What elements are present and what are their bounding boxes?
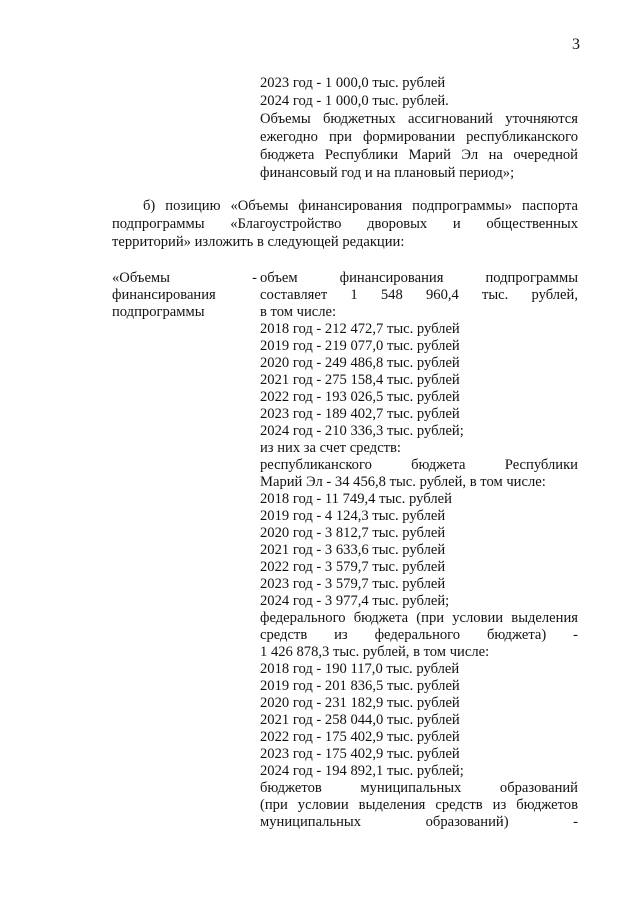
table-right-line: 2022 год - 193 026,5 тыс. рублей [260, 389, 460, 405]
top-line: 2023 год - 1 000,0 тыс. рублей [260, 75, 446, 91]
table-right-line: 2018 год - 212 472,7 тыс. рублей [260, 321, 460, 337]
table-left-line: подпрограммы [112, 304, 205, 320]
table-right-line: 2018 год - 11 749,4 тыс. рублей [260, 491, 452, 507]
table-right-line: 2019 год - 201 836,5 тыс. рублей [260, 678, 460, 694]
table-right-line: республиканского бюджета Республики [260, 457, 578, 473]
table-right-line: составляет 1 548 960,4 тыс. рублей, [260, 287, 578, 303]
table-right-line: федерального бюджета (при условии выделения [260, 610, 578, 626]
paragraph-b-line: территорий» изложить в следующей редакции: [112, 234, 405, 250]
table-left-line: финансирования [112, 287, 216, 303]
table-right-line: 2024 год - 3 977,4 тыс. рублей; [260, 593, 450, 609]
table-right-line: средств из федерального бюджета) - [260, 627, 578, 643]
table-right-line: 1 426 878,3 тыс. рублей, в том числе: [260, 644, 490, 660]
table-right-line: 2020 год - 249 486,8 тыс. рублей [260, 355, 460, 371]
table-right-line: 2019 год - 4 124,3 тыс. рублей [260, 508, 446, 524]
top-line: ежегодно при формировании республиканского [260, 129, 578, 145]
table-right-line: 2021 год - 275 158,4 тыс. рублей [260, 372, 460, 388]
table-right-line: 2019 год - 219 077,0 тыс. рублей [260, 338, 460, 354]
table-right-line: 2018 год - 190 117,0 тыс. рублей [260, 661, 460, 677]
table-right-line: 2023 год - 189 402,7 тыс. рублей [260, 406, 460, 422]
table-right-line: муниципальных образований) - [260, 814, 578, 830]
table-right-line: 2022 год - 175 402,9 тыс. рублей [260, 729, 460, 745]
paragraph-b-line: б) позицию «Объемы финансирования подпрограммы» паспорта [143, 198, 578, 214]
table-right-line: 2020 год - 231 182,9 тыс. рублей [260, 695, 460, 711]
table-right-line: 2021 год - 258 044,0 тыс. рублей [260, 712, 460, 728]
top-line: Объемы бюджетных ассигнований уточняются [260, 111, 578, 127]
top-line: бюджета Республики Марий Эл на очередной [260, 147, 578, 163]
table-right-line: 2020 год - 3 812,7 тыс. рублей [260, 525, 446, 541]
paragraph-b-line: подпрограммы «Благоустройство дворовых и общественных [112, 216, 578, 232]
table-right-line: 2024 год - 210 336,3 тыс. рублей; [260, 423, 464, 439]
table-right-line: Марий Эл - 34 456,8 тыс. рублей, в том числе: [260, 474, 546, 490]
table-right-line: в том числе: [260, 304, 337, 320]
table-right-line: бюджетов муниципальных образований [260, 780, 578, 796]
table-right-line: (при условии выделения средств из бюджетов [260, 797, 578, 813]
table-right-line: объем финансирования подпрограммы [260, 270, 578, 286]
table-right-line: 2022 год - 3 579,7 тыс. рублей [260, 559, 446, 575]
table-right-line: 2023 год - 3 579,7 тыс. рублей [260, 576, 446, 592]
page-number: 3 [572, 36, 580, 53]
top-line: 2024 год - 1 000,0 тыс. рублей. [260, 93, 449, 109]
top-line: финансовый год и на плановый период»; [260, 165, 515, 181]
table-right-line: 2023 год - 175 402,9 тыс. рублей [260, 746, 460, 762]
table-right-line: 2024 год - 194 892,1 тыс. рублей; [260, 763, 464, 779]
table-right-line: из них за счет средств: [260, 440, 401, 456]
table-right-line: 2021 год - 3 633,6 тыс. рублей [260, 542, 446, 558]
table-left-line: «Объемы - [112, 270, 257, 286]
